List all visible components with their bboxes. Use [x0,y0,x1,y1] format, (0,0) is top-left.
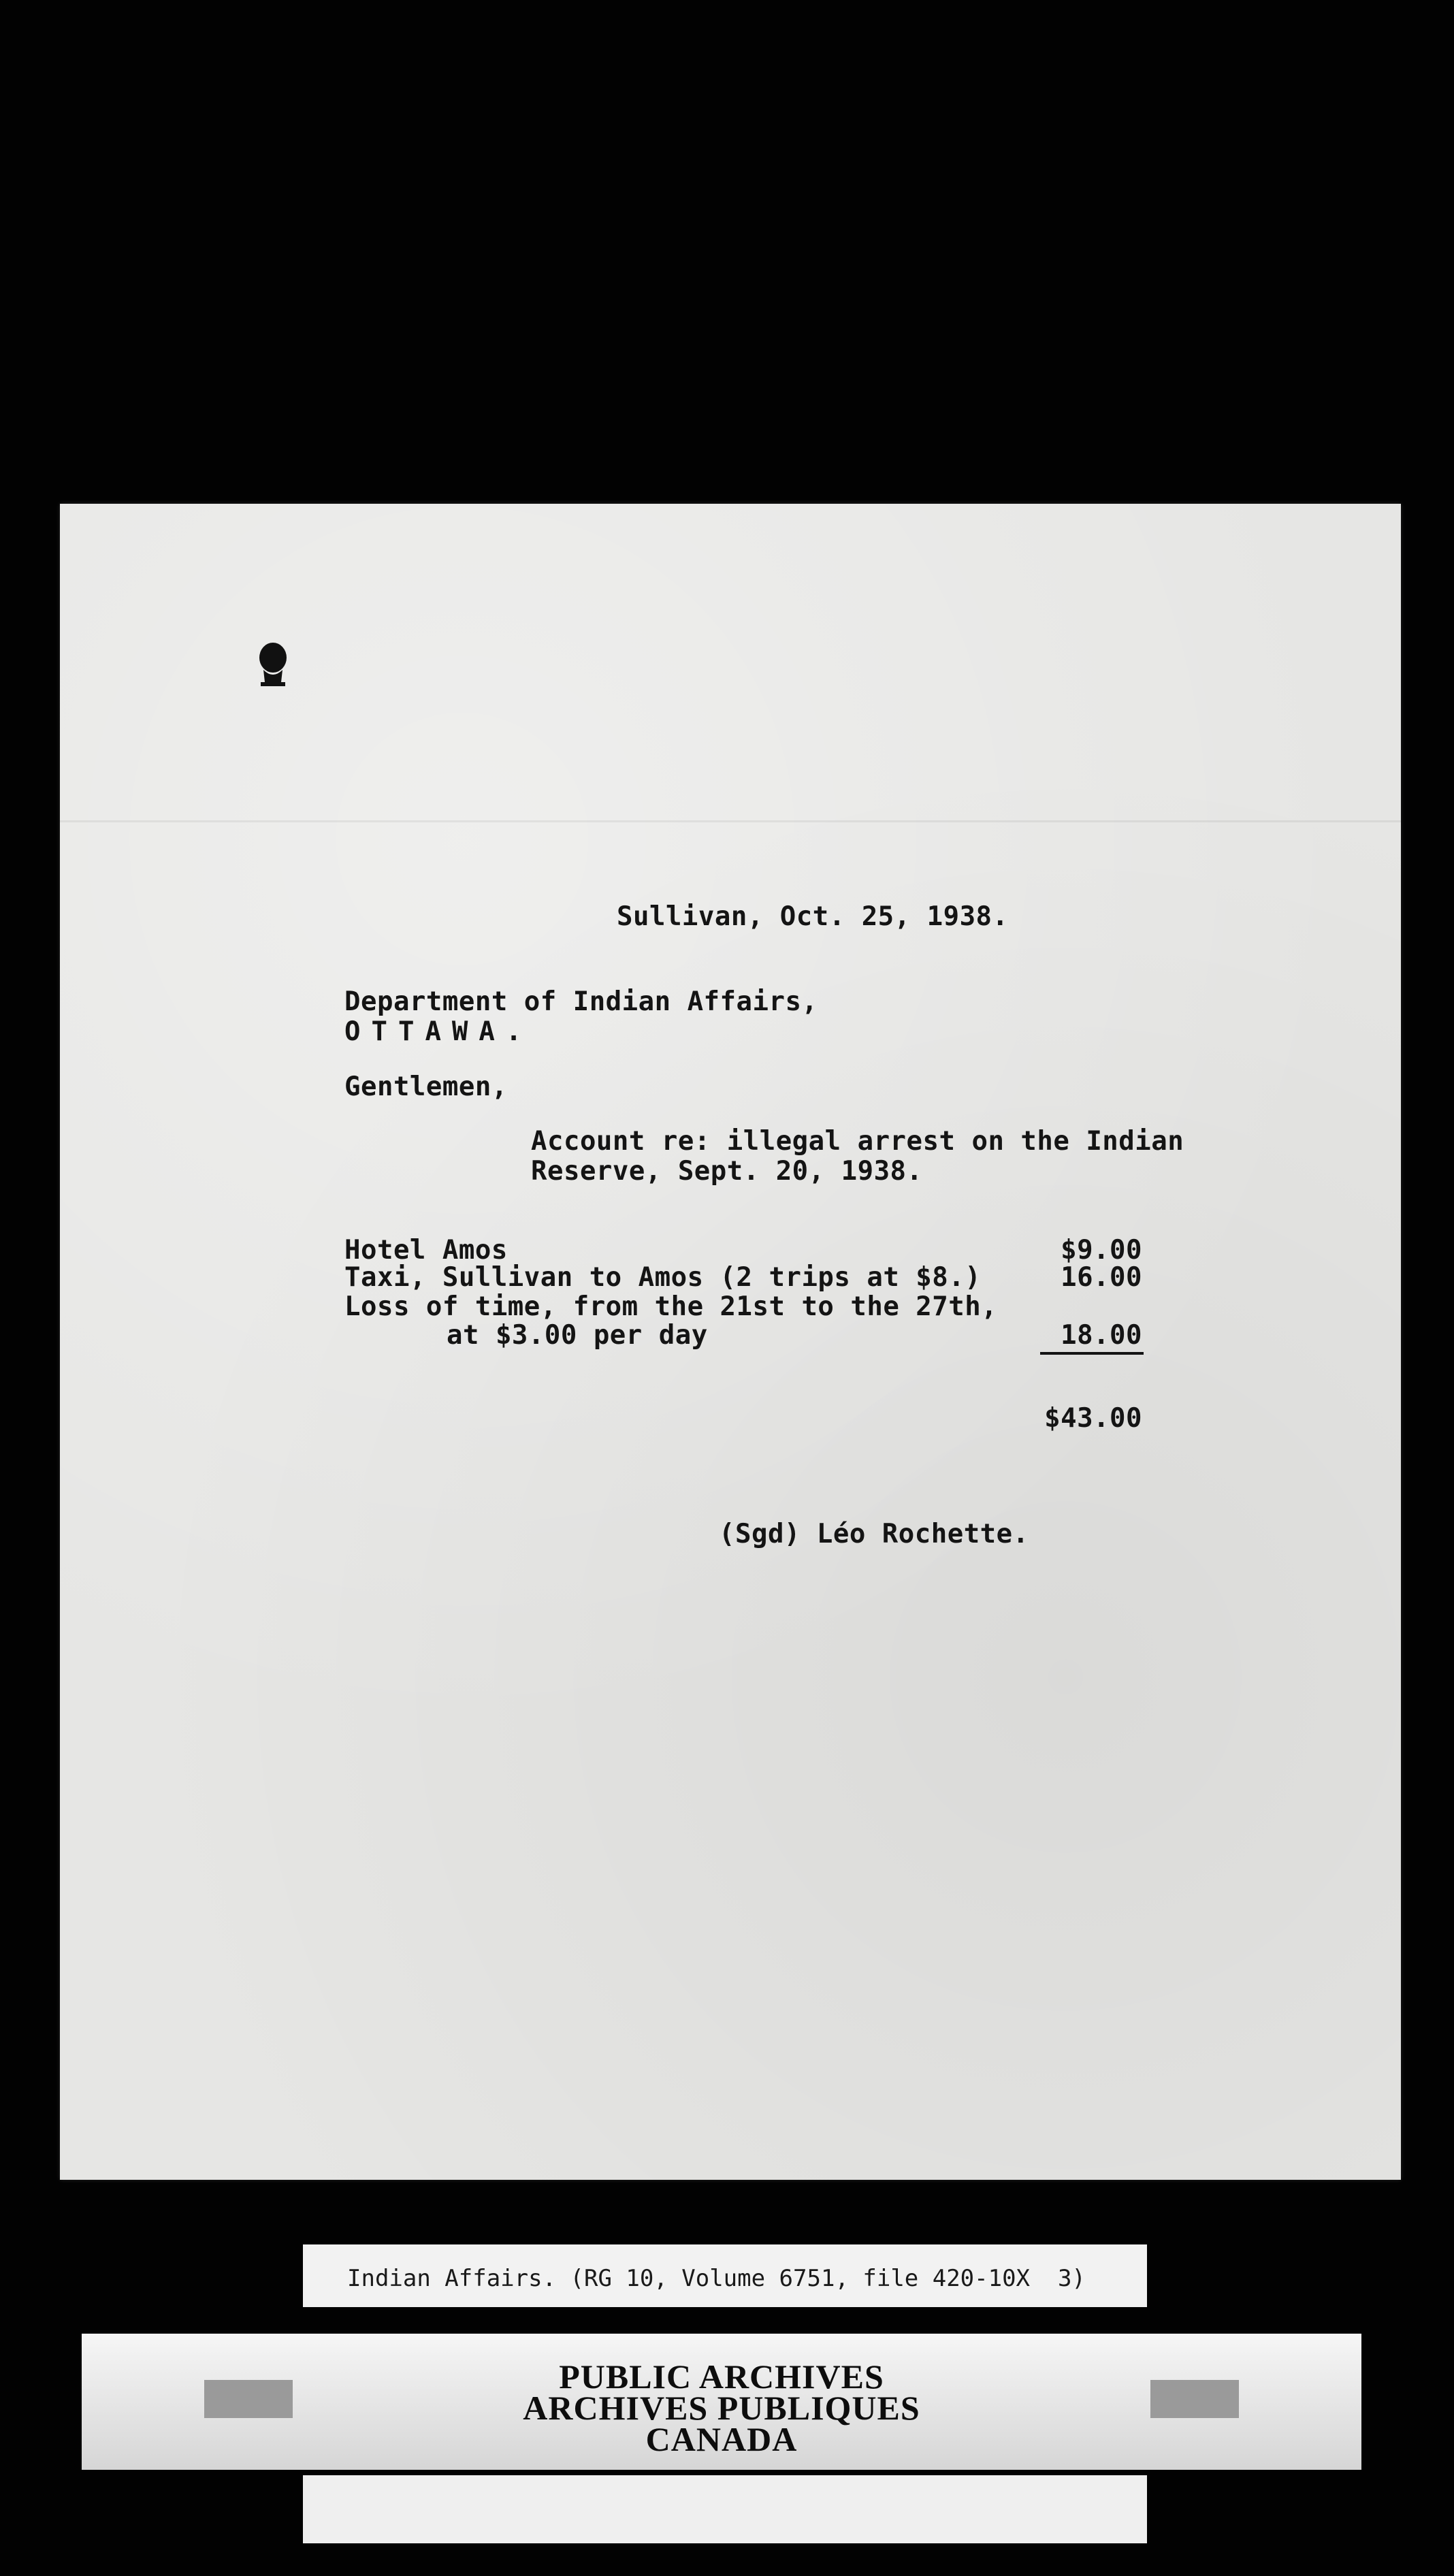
addressee-line-2: OTTAWA. [344,1016,533,1047]
subtotal-underline [1040,1352,1144,1355]
ink-blot-mark [254,640,292,688]
banner-line-public-archives: PUBLIC ARCHIVES [559,2357,884,2396]
salutation: Gentlemen, [344,1072,508,1102]
public-archives-banner [82,2334,1361,2470]
signature-line: (Sgd) Léo Rochette. [719,1519,1029,1549]
account-amount-loss-of-time: 18.00 [1061,1320,1142,1351]
account-amount-taxi: 16.00 [1061,1262,1142,1293]
archive-bottom-strip [303,2475,1147,2543]
account-item-taxi: Taxi, Sullivan to Amos (2 trips at $8.) [344,1262,982,1293]
subject-line-1: Account re: illegal arrest on the Indian [531,1126,1184,1157]
page-fold-line [60,820,1401,822]
banner-line-canada: CANADA [645,2420,798,2458]
banner-line-archives-publiques: ARCHIVES PUBLIQUES [523,2389,920,2427]
letter-page [60,504,1401,2180]
subject-line-2: Reserve, Sept. 20, 1938. [531,1156,923,1187]
archive-reference-card [303,2244,1147,2307]
letter-date-line: Sullivan, Oct. 25, 1938. [617,901,1009,932]
account-total: $43.00 [1044,1403,1142,1434]
account-item-daily-rate: at $3.00 per day [447,1320,708,1351]
account-amount-hotel: $9.00 [1061,1235,1142,1266]
archive-reference-text: Indian Affairs. (RG 10, Volume 6751, file 420-10X 3) [347,2265,1086,2292]
account-item-loss-of-time: Loss of time, from the 21st to the 27th, [344,1291,998,1322]
account-item-hotel: Hotel Amos [344,1235,508,1266]
addressee-line-1: Department of Indian Affairs, [344,986,818,1017]
